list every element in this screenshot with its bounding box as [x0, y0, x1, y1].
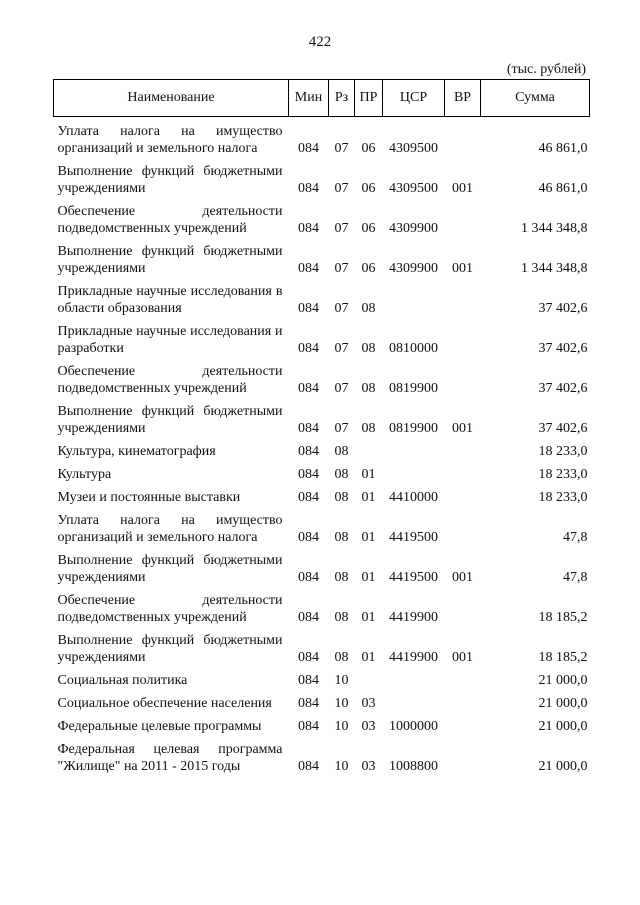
row-sum: 18 233,0	[538, 467, 588, 482]
row-vr	[445, 466, 481, 489]
row-csr: 1008800	[389, 759, 438, 774]
table-row	[54, 632, 590, 672]
row-pr: 08	[361, 301, 376, 316]
row-pr: 01	[361, 650, 376, 665]
row-name: Выполнение функций бюджетными учреждениями	[57, 164, 283, 196]
row-name: Прикладные научные исследования в области образования	[57, 284, 283, 316]
row-csr: 4419900	[389, 650, 438, 665]
table-row	[54, 323, 590, 363]
row-vr: 001	[452, 570, 473, 585]
row-name: Уплата налога на имущество организаций и земельного налога	[57, 513, 283, 545]
row-vr	[445, 672, 481, 695]
table-row	[54, 203, 590, 243]
row-pr: 03	[361, 696, 376, 711]
row-min: 084	[298, 221, 319, 236]
header-pr: ПР	[355, 80, 383, 117]
row-sum: 1 344 348,8	[521, 261, 588, 276]
row-rz: 07	[334, 181, 349, 196]
row-rz: 10	[334, 719, 349, 734]
row-rz: 08	[334, 444, 349, 459]
row-csr: 4419900	[389, 610, 438, 625]
row-name: Выполнение функций бюджетными учреждениями	[57, 553, 283, 585]
table-row	[54, 695, 590, 718]
row-min: 084	[298, 421, 319, 436]
row-min: 084	[298, 341, 319, 356]
row-pr	[355, 672, 383, 695]
header-rz: Рз	[329, 80, 355, 117]
row-pr: 01	[361, 490, 376, 505]
row-min: 084	[298, 301, 319, 316]
row-rz: 08	[334, 467, 349, 482]
budget-table	[53, 79, 590, 781]
row-name: Выполнение функций бюджетными учреждениями	[57, 244, 283, 276]
row-pr: 08	[361, 341, 376, 356]
row-pr: 06	[361, 141, 376, 156]
row-pr: 08	[361, 421, 376, 436]
table-row	[54, 718, 590, 741]
row-rz: 08	[334, 530, 349, 545]
row-csr: 4419500	[389, 570, 438, 585]
row-csr: 0819900	[389, 381, 438, 396]
row-name: Культура, кинематография	[57, 444, 216, 459]
row-sum: 21 000,0	[538, 673, 588, 688]
table-row	[54, 283, 590, 323]
row-rz: 08	[334, 610, 349, 625]
row-sum: 47,8	[563, 530, 588, 545]
table-row	[54, 243, 590, 283]
row-vr: 001	[452, 421, 473, 436]
row-rz: 08	[334, 490, 349, 505]
row-csr	[383, 672, 445, 695]
row-csr: 4410000	[389, 490, 438, 505]
row-name: Культура	[57, 467, 112, 482]
row-name: Музеи и постоянные выставки	[57, 490, 241, 505]
row-sum: 46 861,0	[538, 181, 588, 196]
table-body	[54, 117, 590, 782]
row-sum: 18 233,0	[538, 444, 588, 459]
row-min: 084	[298, 181, 319, 196]
row-min: 084	[298, 719, 319, 734]
row-name: Социальная политика	[57, 673, 188, 688]
row-sum: 37 402,6	[538, 301, 588, 316]
row-rz: 07	[334, 301, 349, 316]
table-row	[54, 552, 590, 592]
row-name: Социальное обеспечение населения	[57, 696, 272, 711]
row-min: 084	[298, 467, 319, 482]
row-rz: 07	[334, 261, 349, 276]
row-name: Обеспечение деятельности подведомственных учреждений	[57, 364, 283, 396]
row-pr: 06	[361, 261, 376, 276]
row-csr	[383, 466, 445, 489]
table-row	[54, 592, 590, 632]
row-vr	[445, 592, 481, 632]
row-rz: 10	[334, 696, 349, 711]
row-name: Уплата налога на имущество организаций и земельного налога	[57, 124, 283, 156]
row-min: 084	[298, 444, 319, 459]
row-name: Федеральные целевые программы	[57, 719, 262, 734]
row-min: 084	[298, 530, 319, 545]
row-min: 084	[298, 381, 319, 396]
table-row	[54, 489, 590, 512]
row-sum: 37 402,6	[538, 341, 588, 356]
row-vr: 001	[452, 181, 473, 196]
row-csr	[383, 695, 445, 718]
row-min: 084	[298, 759, 319, 774]
header-csr: ЦСР	[383, 80, 445, 117]
row-vr	[445, 512, 481, 552]
row-rz: 10	[334, 759, 349, 774]
row-min: 084	[298, 490, 319, 505]
row-pr: 06	[361, 221, 376, 236]
row-sum: 37 402,6	[538, 421, 588, 436]
table-row	[54, 117, 590, 164]
row-csr	[383, 443, 445, 466]
row-csr: 4309500	[389, 181, 438, 196]
row-min: 084	[298, 673, 319, 688]
row-vr	[445, 695, 481, 718]
row-csr: 4309900	[389, 221, 438, 236]
row-pr: 01	[361, 530, 376, 545]
row-min: 084	[298, 261, 319, 276]
table-row	[54, 741, 590, 781]
table-row	[54, 363, 590, 403]
row-name: Прикладные научные исследования и разработки	[57, 324, 283, 356]
row-sum: 18 185,2	[538, 610, 588, 625]
row-name: Выполнение функций бюджетными учреждениями	[57, 633, 283, 665]
row-csr	[383, 283, 445, 323]
row-csr: 4419500	[389, 530, 438, 545]
row-rz: 07	[334, 341, 349, 356]
row-csr: 1000000	[389, 719, 438, 734]
row-sum: 18 233,0	[538, 490, 588, 505]
row-vr	[445, 117, 481, 164]
header-vr: ВР	[445, 80, 481, 117]
row-sum: 21 000,0	[538, 696, 588, 711]
row-min: 084	[298, 696, 319, 711]
table-row	[54, 512, 590, 552]
row-rz: 07	[334, 421, 349, 436]
row-vr	[445, 741, 481, 781]
row-min: 084	[298, 570, 319, 585]
row-vr	[445, 489, 481, 512]
row-name: Обеспечение деятельности подведомственных учреждений	[57, 593, 283, 625]
units-label: (тыс. рублей)	[506, 62, 586, 77]
header-sum: Сумма	[481, 80, 590, 117]
row-vr: 001	[452, 650, 473, 665]
row-rz: 07	[334, 221, 349, 236]
row-sum: 21 000,0	[538, 719, 588, 734]
row-csr: 0810000	[389, 341, 438, 356]
row-pr: 03	[361, 719, 376, 734]
row-pr: 01	[361, 570, 376, 585]
row-pr	[355, 443, 383, 466]
row-vr	[445, 718, 481, 741]
row-vr	[445, 283, 481, 323]
row-sum: 18 185,2	[538, 650, 588, 665]
row-sum: 46 861,0	[538, 141, 588, 156]
row-rz: 07	[334, 381, 349, 396]
row-name: Обеспечение деятельности подведомственных учреждений	[57, 204, 283, 236]
row-name: Выполнение функций бюджетными учреждениями	[57, 404, 283, 436]
table-row	[54, 466, 590, 489]
row-pr: 01	[361, 610, 376, 625]
table-header-row	[54, 80, 590, 117]
row-pr: 08	[361, 381, 376, 396]
row-name: Федеральная целевая программа "Жилище" на 2011 - 2015 годы	[57, 742, 283, 774]
row-vr	[445, 443, 481, 466]
row-rz: 08	[334, 650, 349, 665]
row-sum: 37 402,6	[538, 381, 588, 396]
row-sum: 21 000,0	[538, 759, 588, 774]
row-pr: 03	[361, 759, 376, 774]
table-row	[54, 163, 590, 203]
row-csr: 4309500	[389, 141, 438, 156]
row-vr: 001	[452, 261, 473, 276]
row-csr: 4309900	[389, 261, 438, 276]
row-rz: 07	[334, 141, 349, 156]
row-min: 084	[298, 610, 319, 625]
page-number: 422	[308, 34, 332, 50]
row-pr: 06	[361, 181, 376, 196]
table-row	[54, 403, 590, 443]
row-rz: 08	[334, 570, 349, 585]
row-min: 084	[298, 141, 319, 156]
row-vr	[445, 363, 481, 403]
row-sum: 47,8	[563, 570, 588, 585]
row-csr: 0819900	[389, 421, 438, 436]
header-min: Мин	[289, 80, 329, 117]
row-rz: 10	[334, 673, 349, 688]
table-row	[54, 672, 590, 695]
row-vr	[445, 323, 481, 363]
row-pr: 01	[361, 467, 376, 482]
row-sum: 1 344 348,8	[521, 221, 588, 236]
header-name: Наименование	[54, 80, 289, 117]
table-row	[54, 443, 590, 466]
row-min: 084	[298, 650, 319, 665]
row-vr	[445, 203, 481, 243]
